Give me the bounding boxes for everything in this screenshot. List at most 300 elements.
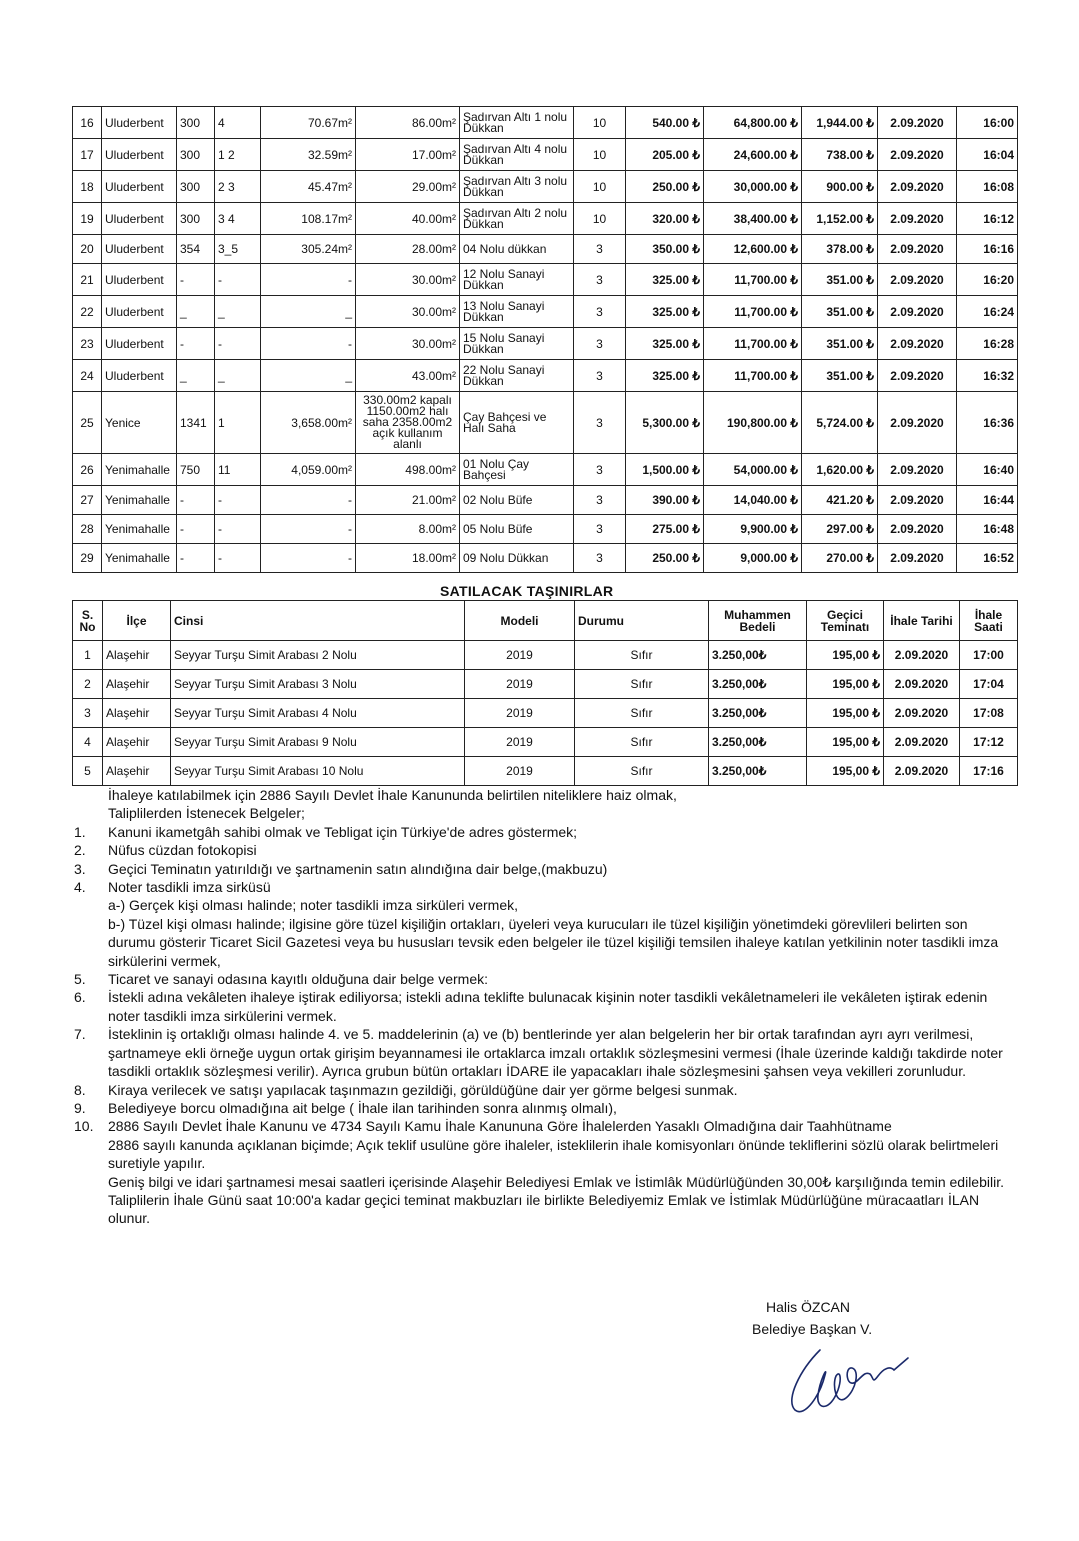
- cell-ada: 300: [177, 139, 215, 171]
- cell-no: 5: [73, 757, 103, 786]
- cell-ada: 354: [177, 235, 215, 264]
- cell-alan: _: [261, 296, 356, 328]
- cell-toplam: 190,800.00 ₺: [704, 392, 802, 454]
- cell-ada: 1341: [177, 392, 215, 454]
- cell-kiralanan: 28.00m²: [356, 235, 460, 264]
- cell-ada: _: [177, 296, 215, 328]
- cell-mahalle: Yenimahalle: [102, 515, 177, 544]
- cell-tarih: 2.09.2020: [878, 486, 957, 515]
- list-item: [70, 1117, 1018, 1135]
- cell-cinsi: Seyyar Turşu Simit Arabası 9 Nolu: [171, 728, 465, 757]
- cell-kiralanan: 330.00m2 kapalı 1150.00m2 halı saha 2358.00m2 açık kullanım alanlı: [356, 392, 460, 454]
- cell-no: 3: [73, 699, 103, 728]
- table-row: [73, 139, 1018, 171]
- cell-no: 19: [73, 203, 102, 235]
- cell-parsel: -: [215, 264, 261, 296]
- cell-tarih: 2.09.2020: [878, 392, 957, 454]
- cell-kiralanan: 18.00m²: [356, 544, 460, 573]
- cell-mahalle: Uluderbent: [102, 235, 177, 264]
- header-ilce: İlçe: [103, 601, 171, 641]
- cell-ada: 750: [177, 454, 215, 486]
- cell-teminat: 900.00 ₺: [802, 171, 878, 203]
- cell-alan: -: [261, 264, 356, 296]
- cell-mahalle: Uluderbent: [102, 328, 177, 360]
- cell-mahalle: Uluderbent: [102, 139, 177, 171]
- cell-saat: 16:52: [957, 544, 1018, 573]
- cell-durumu: Sıfır: [575, 641, 709, 670]
- cell-no: 17: [73, 139, 102, 171]
- cell-cinsi: Şadırvan Altı 4 nolu Dükkan: [460, 139, 574, 171]
- cell-tarih: 2.09.2020: [884, 757, 960, 786]
- cell-saat: 16:08: [957, 171, 1018, 203]
- cell-parsel: _: [215, 296, 261, 328]
- table-row: [73, 296, 1018, 328]
- cell-parsel: 2 3: [215, 171, 261, 203]
- cell-toplam: 12,600.00 ₺: [704, 235, 802, 264]
- cell-alan: 45.47m²: [261, 171, 356, 203]
- cell-no: 16: [73, 107, 102, 139]
- cell-ada: 300: [177, 107, 215, 139]
- table-row: [73, 360, 1018, 392]
- cell-tarih: 2.09.2020: [878, 454, 957, 486]
- table-row: [73, 392, 1018, 454]
- cell-ilce: Alaşehir: [103, 699, 171, 728]
- cell-toplam: 11,700.00 ₺: [704, 328, 802, 360]
- cell-mahalle: Uluderbent: [102, 264, 177, 296]
- cell-kiralanan: 43.00m²: [356, 360, 460, 392]
- cell-cinsi: Seyyar Turşu Simit Arabası 10 Nolu: [171, 757, 465, 786]
- cell-alan: 70.67m²: [261, 107, 356, 139]
- cell-aylik: 540.00 ₺: [626, 107, 704, 139]
- cell-tarih: 2.09.2020: [878, 296, 957, 328]
- cell-mahalle: Yenimahalle: [102, 454, 177, 486]
- cell-teminat: 351.00 ₺: [802, 328, 878, 360]
- cell-no: 28: [73, 515, 102, 544]
- cell-aylik: 250.00 ₺: [626, 544, 704, 573]
- table-row: [73, 235, 1018, 264]
- cell-cinsi: 15 Nolu Sanayi Dükkan: [460, 328, 574, 360]
- cell-parsel: 4: [215, 107, 261, 139]
- table-row: [73, 515, 1018, 544]
- list-item: [70, 823, 1018, 841]
- cell-tarih: 2.09.2020: [878, 235, 957, 264]
- list-item: [70, 860, 1018, 878]
- list-item-text: Ticaret ve sanayi odasına kayıtlı olduğuna dair belge vermek:: [108, 971, 489, 988]
- cell-kiralanan: 86.00m²: [356, 107, 460, 139]
- list-item-text: Noter tasdikli imza sirküsü: [108, 879, 271, 896]
- cell-cinsi: Seyyar Turşu Simit Arabası 3 Nolu: [171, 670, 465, 699]
- cell-kiralanan: 30.00m²: [356, 296, 460, 328]
- cell-cinsi: 09 Nolu Dükkan: [460, 544, 574, 573]
- cell-teminat: 421.20 ₺: [802, 486, 878, 515]
- cell-teminat: 738.00 ₺: [802, 139, 878, 171]
- header-teminat: Geçici Teminatı: [807, 601, 884, 641]
- cell-parsel: _: [215, 360, 261, 392]
- cell-saat: 16:44: [957, 486, 1018, 515]
- cell-teminat: 270.00 ₺: [802, 544, 878, 573]
- cell-saat: 16:12: [957, 203, 1018, 235]
- sale-table: [72, 600, 1018, 786]
- rental-table: [72, 106, 1018, 573]
- header-no: S. No: [73, 601, 103, 641]
- cell-no: 23: [73, 328, 102, 360]
- cell-kiralanan: 8.00m²: [356, 515, 460, 544]
- cell-no: 18: [73, 171, 102, 203]
- cell-tarih: 2.09.2020: [878, 264, 957, 296]
- table-row: [73, 171, 1018, 203]
- cell-no: 27: [73, 486, 102, 515]
- cell-alan: 32.59m²: [261, 139, 356, 171]
- list-item-number: 1.: [74, 823, 86, 840]
- cell-teminat: 195,00 ₺: [807, 699, 884, 728]
- cell-ilce: Alaşehir: [103, 757, 171, 786]
- cell-teminat: 5,724.00 ₺: [802, 392, 878, 454]
- cell-cinsi: Seyyar Turşu Simit Arabası 2 Nolu: [171, 641, 465, 670]
- cell-teminat: 297.00 ₺: [802, 515, 878, 544]
- list-item-text: Nüfus cüzdan fotokopisi: [108, 842, 257, 859]
- cell-no: 21: [73, 264, 102, 296]
- table-row: [73, 757, 1018, 786]
- cell-kiralanan: 29.00m²: [356, 171, 460, 203]
- list-item-text: İsteklinin iş ortaklığı olması halinde 4. ve 5. maddelerinin (a) ve (b) bentlerinde yer alan belgelerin her bir ortak tarafından ayrı ayrı verilmesi, şartnameye ekli örneğe uygun ortak girişim beyannamesi ile ortaklarca imzalı ortaklık sözleşmesini vermesi (İhale üzerinde kaldığı takdirde noter tasdikli ortaklık sözleşmesi verilir). Ayrıca grubun bütün ortakları İDARE ile yapacakları ihale sözleşmesini şahsen veya vekilleri zorunludur.: [108, 1026, 1003, 1080]
- cell-saat: 16:36: [957, 392, 1018, 454]
- cell-saat: 16:20: [957, 264, 1018, 296]
- cell-saat: 16:28: [957, 328, 1018, 360]
- signature-block: [752, 1296, 872, 1340]
- cell-yil: 3: [574, 392, 626, 454]
- header-saat: İhale Saati: [960, 601, 1018, 641]
- cell-parsel: 1 2: [215, 139, 261, 171]
- cell-yil: 3: [574, 235, 626, 264]
- cell-tarih: 2.09.2020: [878, 360, 957, 392]
- cell-parsel: -: [215, 544, 261, 573]
- cell-durumu: Sıfır: [575, 728, 709, 757]
- cell-teminat: 195,00 ₺: [807, 641, 884, 670]
- cell-no: 4: [73, 728, 103, 757]
- application-paragraph: Taliplilerin İhale Günü saat 10:00'a kadar geçici teminat makbuzları ile birlikte Belediyemiz Emlak ve İstimlak Müdürlüğüne müracaatları İLAN olunur.: [108, 1191, 980, 1227]
- cell-mahalle: Uluderbent: [102, 296, 177, 328]
- list-item-number: 8.: [74, 1081, 86, 1098]
- list-item-number: 7.: [74, 1026, 86, 1043]
- list-item-number: 10.: [74, 1118, 94, 1135]
- cell-no: 29: [73, 544, 102, 573]
- cell-yil: 3: [574, 486, 626, 515]
- cell-kiralanan: 21.00m²: [356, 486, 460, 515]
- list-item-text: Kanuni ikametgâh sahibi olmak ve Tebligat için Türkiye'de adres göstermek;: [108, 823, 578, 840]
- cell-toplam: 9,000.00 ₺: [704, 544, 802, 573]
- cell-saat: 16:04: [957, 139, 1018, 171]
- cell-aylik: 325.00 ₺: [626, 328, 704, 360]
- list-item-number: 2.: [74, 842, 86, 859]
- list-item-number: 9.: [74, 1099, 86, 1116]
- cell-saat: 16:48: [957, 515, 1018, 544]
- cell-toplam: 11,700.00 ₺: [704, 296, 802, 328]
- cell-tarih: 2.09.2020: [878, 171, 957, 203]
- cell-bedel: 3.250,00₺: [709, 699, 807, 728]
- cell-no: 2: [73, 670, 103, 699]
- sale-section-title: SATILACAK TAŞINIRLAR: [440, 583, 614, 599]
- cell-cinsi: 22 Nolu Sanayi Dükkan: [460, 360, 574, 392]
- cell-alan: 3,658.00m²: [261, 392, 356, 454]
- cell-teminat: 1,620.00 ₺: [802, 454, 878, 486]
- cell-durumu: Sıfır: [575, 757, 709, 786]
- list-item-text: 2886 Sayılı Devlet İhale Kanunu ve 4734 Sayılı Kamu İhale Kanununa Göre İhalelerden Yasaklı Olmadığına dair Taahhütname: [108, 1118, 892, 1135]
- table-row: [73, 544, 1018, 573]
- cell-bedel: 3.250,00₺: [709, 641, 807, 670]
- header-durumu: Durumu: [575, 601, 709, 641]
- table-row: [73, 670, 1018, 699]
- cell-cinsi: 01 Nolu Çay Bahçesi: [460, 454, 574, 486]
- cell-saat: 16:40: [957, 454, 1018, 486]
- cell-ada: 300: [177, 171, 215, 203]
- cell-tarih: 2.09.2020: [884, 699, 960, 728]
- list-item-text: Kiraya verilecek ve satışı yapılacak taşınmazın gezildiği, görüldüğüne dair yer görme belgesi sunmak.: [108, 1081, 738, 1098]
- cell-yil: 3: [574, 328, 626, 360]
- intro-line: İhaleye katılabilmek için 2886 Sayılı Devlet İhale Kanununda belirtilen niteliklere haiz olmak,: [108, 787, 677, 803]
- cell-kiralanan: 40.00m²: [356, 203, 460, 235]
- cell-toplam: 38,400.00 ₺: [704, 203, 802, 235]
- cell-cinsi: Şadırvan Altı 1 nolu Dükkan: [460, 107, 574, 139]
- list-item-number: 6.: [74, 989, 86, 1006]
- cell-parsel: 1: [215, 392, 261, 454]
- cell-toplam: 9,900.00 ₺: [704, 515, 802, 544]
- cell-bedel: 3.250,00₺: [709, 757, 807, 786]
- cell-mahalle: Uluderbent: [102, 107, 177, 139]
- cell-ada: -: [177, 328, 215, 360]
- cell-mahalle: Uluderbent: [102, 171, 177, 203]
- cell-alan: 4,059.00m²: [261, 454, 356, 486]
- cell-aylik: 5,300.00 ₺: [626, 392, 704, 454]
- cell-kiralanan: 30.00m²: [356, 328, 460, 360]
- cell-kiralanan: 17.00m²: [356, 139, 460, 171]
- cell-ilce: Alaşehir: [103, 641, 171, 670]
- cell-teminat: 351.00 ₺: [802, 360, 878, 392]
- cell-mahalle: Uluderbent: [102, 203, 177, 235]
- cell-alan: 108.17m²: [261, 203, 356, 235]
- cell-toplam: 24,600.00 ₺: [704, 139, 802, 171]
- cell-ilce: Alaşehir: [103, 728, 171, 757]
- cell-alan: _: [261, 360, 356, 392]
- cell-durumu: Sıfır: [575, 670, 709, 699]
- cell-tarih: 2.09.2020: [878, 203, 957, 235]
- cell-teminat: 1,944.00 ₺: [802, 107, 878, 139]
- cell-toplam: 14,040.00 ₺: [704, 486, 802, 515]
- cell-teminat: 351.00 ₺: [802, 264, 878, 296]
- cell-cinsi: 05 Nolu Büfe: [460, 515, 574, 544]
- cell-yil: 3: [574, 264, 626, 296]
- list-item-number: 4.: [74, 879, 86, 896]
- cell-no: 22: [73, 296, 102, 328]
- cell-aylik: 350.00 ₺: [626, 235, 704, 264]
- specification-info-paragraph: Geniş bilgi ve idari şartnamesi mesai saatleri içerisinde Alaşehir Belediyesi Emlak ve İstimlâk Müdürlüğünden 30,00₺ karşılığında temin edilebilir.: [108, 1173, 1004, 1190]
- cell-teminat: 195,00 ₺: [807, 670, 884, 699]
- table-row: [73, 641, 1018, 670]
- cell-no: 25: [73, 392, 102, 454]
- cell-tarih: 2.09.2020: [884, 670, 960, 699]
- cell-no: 26: [73, 454, 102, 486]
- cell-tarih: 2.09.2020: [884, 728, 960, 757]
- cell-aylik: 250.00 ₺: [626, 171, 704, 203]
- cell-saat: 16:24: [957, 296, 1018, 328]
- cell-saat: 16:00: [957, 107, 1018, 139]
- cell-parsel: -: [215, 328, 261, 360]
- cell-kiralanan: 30.00m²: [356, 264, 460, 296]
- cell-mahalle: Yenimahalle: [102, 544, 177, 573]
- table-row: [73, 328, 1018, 360]
- cell-tarih: 2.09.2020: [878, 515, 957, 544]
- table-row: [73, 203, 1018, 235]
- cell-parsel: 3_5: [215, 235, 261, 264]
- cell-ada: -: [177, 264, 215, 296]
- cell-modeli: 2019: [465, 699, 575, 728]
- list-item-text: Geçici Teminatın yatırıldığı ve şartnamenin satın alındığına dair belge,(makbuzu): [108, 860, 608, 877]
- handwritten-signature: [780, 1340, 930, 1420]
- cell-yil: 10: [574, 107, 626, 139]
- cell-teminat: 351.00 ₺: [802, 296, 878, 328]
- cell-no: 1: [73, 641, 103, 670]
- cell-yil: 3: [574, 296, 626, 328]
- cell-mahalle: Yenice: [102, 392, 177, 454]
- cell-cinsi: Çay Bahçesi ve Halı Saha: [460, 392, 574, 454]
- cell-bedel: 3.250,00₺: [709, 670, 807, 699]
- table-row: [73, 699, 1018, 728]
- cell-alan: -: [261, 328, 356, 360]
- signatory-title: Belediye Başkan V.: [752, 1321, 873, 1337]
- list-item: [70, 970, 1018, 988]
- list-item: [70, 988, 1018, 1025]
- cell-aylik: 275.00 ₺: [626, 515, 704, 544]
- list-item: [70, 841, 1018, 859]
- cell-saat: 17:00: [960, 641, 1018, 670]
- table-row: [73, 107, 1018, 139]
- cell-durumu: Sıfır: [575, 699, 709, 728]
- cell-aylik: 325.00 ₺: [626, 264, 704, 296]
- cell-cinsi: 04 Nolu dükkan: [460, 235, 574, 264]
- table-row: [73, 728, 1018, 757]
- cell-aylik: 390.00 ₺: [626, 486, 704, 515]
- cell-yil: 10: [574, 139, 626, 171]
- cell-cinsi: 02 Nolu Büfe: [460, 486, 574, 515]
- cell-cinsi: Şadırvan Altı 3 nolu Dükkan: [460, 171, 574, 203]
- cell-saat: 16:16: [957, 235, 1018, 264]
- cell-aylik: 205.00 ₺: [626, 139, 704, 171]
- list-item: [70, 1099, 1018, 1117]
- header-modeli: Modeli: [465, 601, 575, 641]
- cell-modeli: 2019: [465, 641, 575, 670]
- cell-toplam: 30,000.00 ₺: [704, 171, 802, 203]
- cell-aylik: 325.00 ₺: [626, 360, 704, 392]
- cell-ada: _: [177, 360, 215, 392]
- list-item: [70, 1025, 1018, 1080]
- cell-ada: 300: [177, 203, 215, 235]
- cell-toplam: 11,700.00 ₺: [704, 264, 802, 296]
- cell-yil: 3: [574, 454, 626, 486]
- table-row: [73, 454, 1018, 486]
- cell-teminat: 378.00 ₺: [802, 235, 878, 264]
- required-documents-heading: Taliplilerden İstenecek Belgeler;: [108, 805, 305, 822]
- cell-yil: 10: [574, 171, 626, 203]
- header-cinsi: Cinsi: [171, 601, 465, 641]
- list-item-text: İstekli adına vekâleten ihaleye iştirak ediliyorsa; istekli adına teklifte bulunacak kişinin noter tasdikli vekâletnameleri ile vekâleten iştirak edenin noter tasdikli imza sirkülerini vermek.: [108, 989, 988, 1024]
- cell-alan: -: [261, 486, 356, 515]
- cell-saat: 17:12: [960, 728, 1018, 757]
- cell-tarih: 2.09.2020: [878, 328, 957, 360]
- cell-alan: -: [261, 515, 356, 544]
- cell-ilce: Alaşehir: [103, 670, 171, 699]
- cell-aylik: 320.00 ₺: [626, 203, 704, 235]
- cell-tarih: 2.09.2020: [878, 107, 957, 139]
- cell-cinsi: Seyyar Turşu Simit Arabası 4 Nolu: [171, 699, 465, 728]
- sale-table-header: [73, 601, 1018, 641]
- auction-method-paragraph: 2886 sayılı kanunda açıklanan biçimde; Açık teklif usulüne göre ihaleler, isteklilerin ihale komisyonları önünde tekliflerini sözlü olarak belirtmeleri suretiyle yapılır.: [108, 1136, 999, 1172]
- list-item: [70, 1081, 1018, 1099]
- cell-toplam: 11,700.00 ₺: [704, 360, 802, 392]
- cell-yil: 3: [574, 544, 626, 573]
- cell-saat: 17:16: [960, 757, 1018, 786]
- list-item: [70, 878, 1018, 896]
- sub-item-a: a-) Gerçek kişi olması halinde; noter tasdikli imza sirküleri vermek,: [108, 897, 519, 914]
- table-row: [73, 486, 1018, 515]
- conditions-text: [70, 786, 1018, 1228]
- cell-teminat: 195,00 ₺: [807, 728, 884, 757]
- cell-parsel: -: [215, 515, 261, 544]
- cell-toplam: 54,000.00 ₺: [704, 454, 802, 486]
- cell-parsel: 11: [215, 454, 261, 486]
- cell-tarih: 2.09.2020: [878, 139, 957, 171]
- cell-mahalle: Uluderbent: [102, 360, 177, 392]
- cell-ada: -: [177, 544, 215, 573]
- list-item-number: 3.: [74, 860, 86, 877]
- cell-yil: 3: [574, 360, 626, 392]
- cell-modeli: 2019: [465, 670, 575, 699]
- cell-tarih: 2.09.2020: [878, 544, 957, 573]
- cell-kiralanan: 498.00m²: [356, 454, 460, 486]
- table-row: [73, 264, 1018, 296]
- cell-no: 24: [73, 360, 102, 392]
- cell-saat: 17:08: [960, 699, 1018, 728]
- header-bedel: Muhammen Bedeli: [709, 601, 807, 641]
- cell-parsel: 3 4: [215, 203, 261, 235]
- cell-toplam: 64,800.00 ₺: [704, 107, 802, 139]
- cell-tarih: 2.09.2020: [884, 641, 960, 670]
- cell-cinsi: 12 Nolu Sanayi Dükkan: [460, 264, 574, 296]
- cell-alan: 305.24m²: [261, 235, 356, 264]
- cell-cinsi: 13 Nolu Sanayi Dükkan: [460, 296, 574, 328]
- cell-modeli: 2019: [465, 728, 575, 757]
- cell-aylik: 1,500.00 ₺: [626, 454, 704, 486]
- cell-teminat: 1,152.00 ₺: [802, 203, 878, 235]
- cell-ada: -: [177, 515, 215, 544]
- list-item-text: Belediyeye borcu olmadığına ait belge ( İhale ilan tarihinden sonra alınmış olmalı),: [108, 1099, 617, 1116]
- cell-no: 20: [73, 235, 102, 264]
- cell-parsel: -: [215, 486, 261, 515]
- list-item-number: 5.: [74, 971, 86, 988]
- cell-cinsi: Şadırvan Altı 2 nolu Dükkan: [460, 203, 574, 235]
- cell-alan: -: [261, 544, 356, 573]
- cell-mahalle: Yenimahalle: [102, 486, 177, 515]
- signatory-name: Halis ÖZCAN: [766, 1299, 851, 1315]
- cell-yil: 10: [574, 203, 626, 235]
- cell-aylik: 325.00 ₺: [626, 296, 704, 328]
- cell-teminat: 195,00 ₺: [807, 757, 884, 786]
- cell-modeli: 2019: [465, 757, 575, 786]
- cell-saat: 17:04: [960, 670, 1018, 699]
- sub-item-b: b-) Tüzel kişi olması halinde; ilgisine göre tüzel kişiliğin ortakları, üyeleri veya kurucuları ile tüzel kişiliğin yönetimdeki görevlileri belirten son durumu gösterir Ticaret Sicil Gazetesi veya bu hususları tevsik eden belgeler ile tüzel kişiliği temsilen ihaleye katılan yetkilinin noter tasdikli imza sirkülerini vermek,: [108, 915, 999, 969]
- cell-bedel: 3.250,00₺: [709, 728, 807, 757]
- header-tarih: İhale Tarihi: [884, 601, 960, 641]
- cell-yil: 3: [574, 515, 626, 544]
- cell-ada: -: [177, 486, 215, 515]
